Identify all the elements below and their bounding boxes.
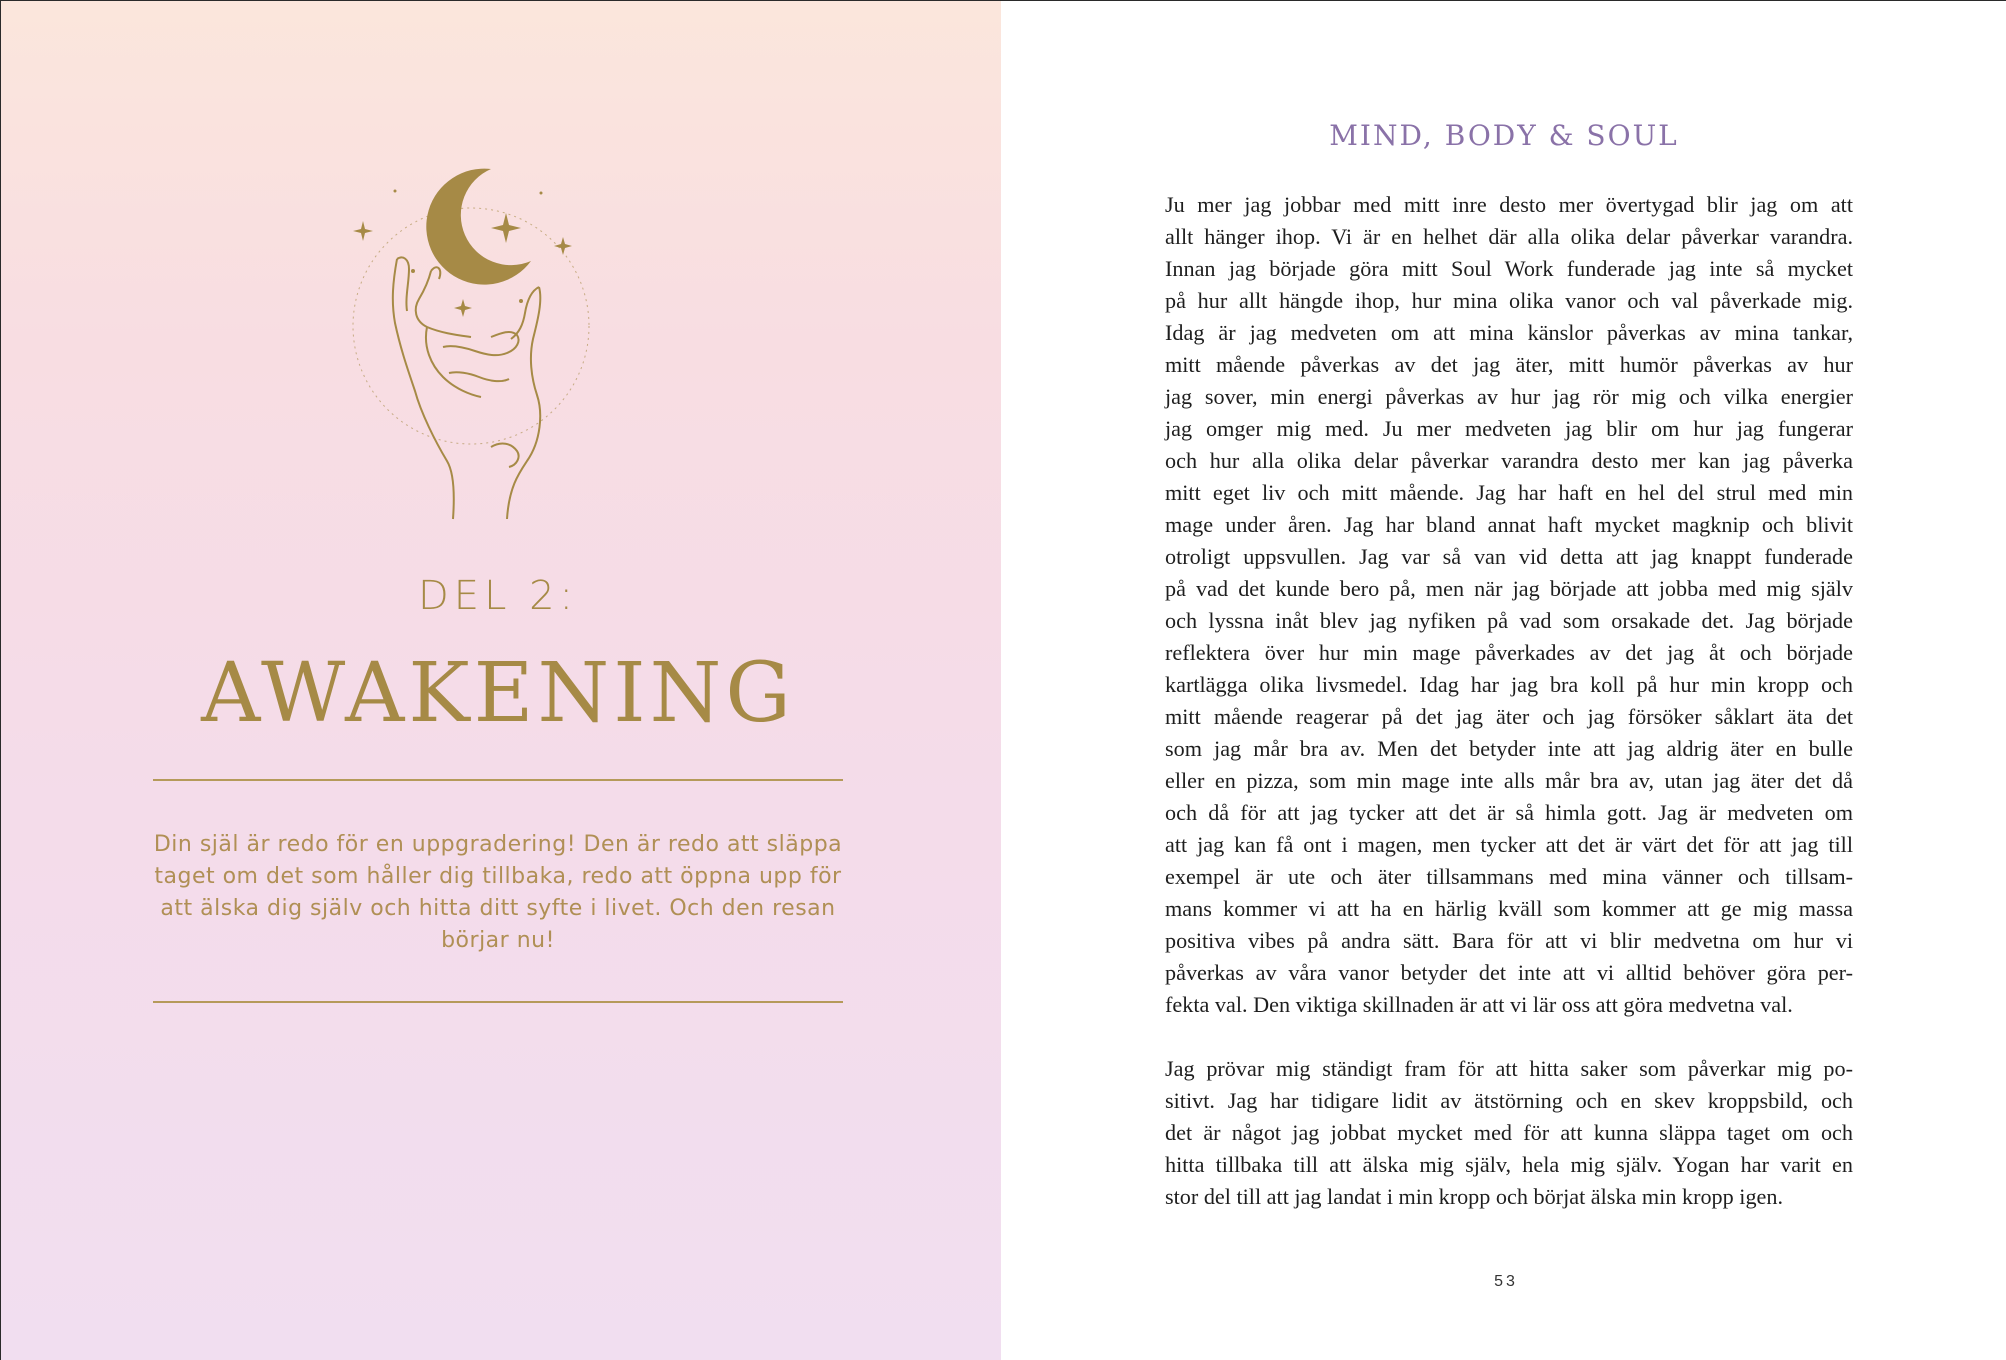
text-line: mans kommer vi att ha en härlig kväll som kommer att ge mig massa bbox=[1165, 896, 1853, 921]
text-line: stor del till att jag landat i min kropp och börjat älska min kropp igen. bbox=[1165, 1184, 1784, 1209]
text-line: som jag mår bra av. Men det betyder inte att jag aldrig äter en bulle bbox=[1165, 736, 1853, 761]
text-line: Idag är jag medveten om att mina känslor påverkas av mina tankar, bbox=[1165, 320, 1853, 345]
text-line: Jag prövar mig ständigt fram för att hitta saker som påverkar mig po- bbox=[1165, 1056, 1853, 1081]
text-line: eller en pizza, som min mage inte alls mår bra av, utan jag äter det då bbox=[1165, 768, 1853, 793]
text-line: på vad det kunde bero på, men när jag började att jobba med mig själv bbox=[1165, 576, 1853, 601]
text-line: påverkas av våra vanor betyder det inte att vi alltid behöver göra per- bbox=[1165, 960, 1853, 985]
text-line: det är något jag jobbat mycket med för att kunna släppa taget om och bbox=[1165, 1120, 1853, 1145]
text-line: Innan jag började göra mitt Soul Work funderade jag inte så mycket bbox=[1165, 256, 1853, 281]
left-page bbox=[1, 1, 1001, 1360]
part-number: DEL 2: bbox=[418, 573, 578, 619]
text-line: hitta tillbaka till att älska mig själv, hela mig själv. Yogan har varit en bbox=[1165, 1152, 1853, 1177]
part-title: AWAKENING bbox=[201, 646, 795, 741]
running-head: MIND, BODY & SOUL bbox=[1329, 119, 1679, 152]
text-line: kartlägga olika livsmedel. Idag har jag bra koll på hur min kropp och bbox=[1165, 672, 1853, 697]
text-line: att jag kan få ont i magen, men tycker att det är värt det för att jag till bbox=[1165, 832, 1853, 857]
body-text bbox=[1165, 189, 1853, 1213]
intro-text bbox=[151, 829, 845, 957]
text-line: otroligt uppsvullen. Jag var så van vid detta att jag knappt funderade bbox=[1165, 544, 1853, 569]
text-line: jag sover, min energi påverkas av hur jag rör mig och vilka energier bbox=[1165, 384, 1853, 409]
text-line: mitt mående påverkas av det jag äter, mitt humör påverkas av hur bbox=[1165, 352, 1853, 377]
text-line: mage under åren. Jag har bland annat haft mycket magknip och blivit bbox=[1165, 512, 1853, 537]
text-line: och hur alla olika delar påverkar varandra desto mer kan jag påverka bbox=[1165, 448, 1853, 473]
text-line: fekta val. Den viktiga skillnaden är att vi lär oss att göra medvetna val. bbox=[1165, 992, 1793, 1017]
intro-line: börjar nu! bbox=[441, 928, 555, 953]
text-line: mitt mående reagerar på det jag äter och jag försöker såklart äta det bbox=[1165, 704, 1853, 729]
text-line: allt hänger ihop. Vi är en helhet där alla olika delar påverkar varandra. bbox=[1165, 224, 1853, 249]
text-line: på hur allt hängde ihop, hur mina olika vanor och val påverkade mig. bbox=[1165, 288, 1853, 313]
text-line: Ju mer jag jobbar med mitt inre desto mer övertygad blir jag om att bbox=[1165, 192, 1853, 217]
page-number: 53 bbox=[1494, 1273, 1518, 1290]
text-line: positiva vibes på andra sätt. Bara för att vi blir medvetna om hur vi bbox=[1165, 928, 1853, 953]
text-line: exempel är ute och äter tillsammans med mina vänner och tillsam- bbox=[1165, 864, 1853, 889]
paragraph-1 bbox=[1165, 189, 1853, 1021]
crescent-moon-hand-icon bbox=[331, 151, 601, 531]
text-line: jag omger mig med. Ju mer medveten jag blir om hur jag fungerar bbox=[1165, 416, 1853, 441]
text-line: mitt eget liv och mitt mående. Jag har haft en hel del strul med min bbox=[1165, 480, 1853, 505]
text-line: sitivt. Jag har tidigare lidit av ätstörning och en skev kroppsbild, och bbox=[1165, 1088, 1853, 1113]
intro-line: taget om det som håller dig tillbaka, redo att öppna upp för bbox=[154, 864, 842, 889]
paragraph-gap bbox=[1165, 1021, 1853, 1053]
paragraph-2 bbox=[1165, 1053, 1853, 1213]
intro-line: att älska dig själv och hitta ditt syfte i livet. Och den resan bbox=[160, 896, 836, 921]
intro-line: Din själ är redo för en uppgradering! Den är redo att släppa bbox=[153, 832, 843, 857]
text-line: och då för att jag tycker att det är så himla gott. Jag är medveten om bbox=[1165, 800, 1853, 825]
text-line: reflektera över hur min mage påverkades av det jag åt och började bbox=[1165, 640, 1853, 665]
divider-top bbox=[153, 779, 843, 781]
divider-bottom bbox=[153, 1001, 843, 1003]
text-line: och lyssna inåt blev jag nyfiken på vad som orsakade det. Jag började bbox=[1165, 608, 1853, 633]
